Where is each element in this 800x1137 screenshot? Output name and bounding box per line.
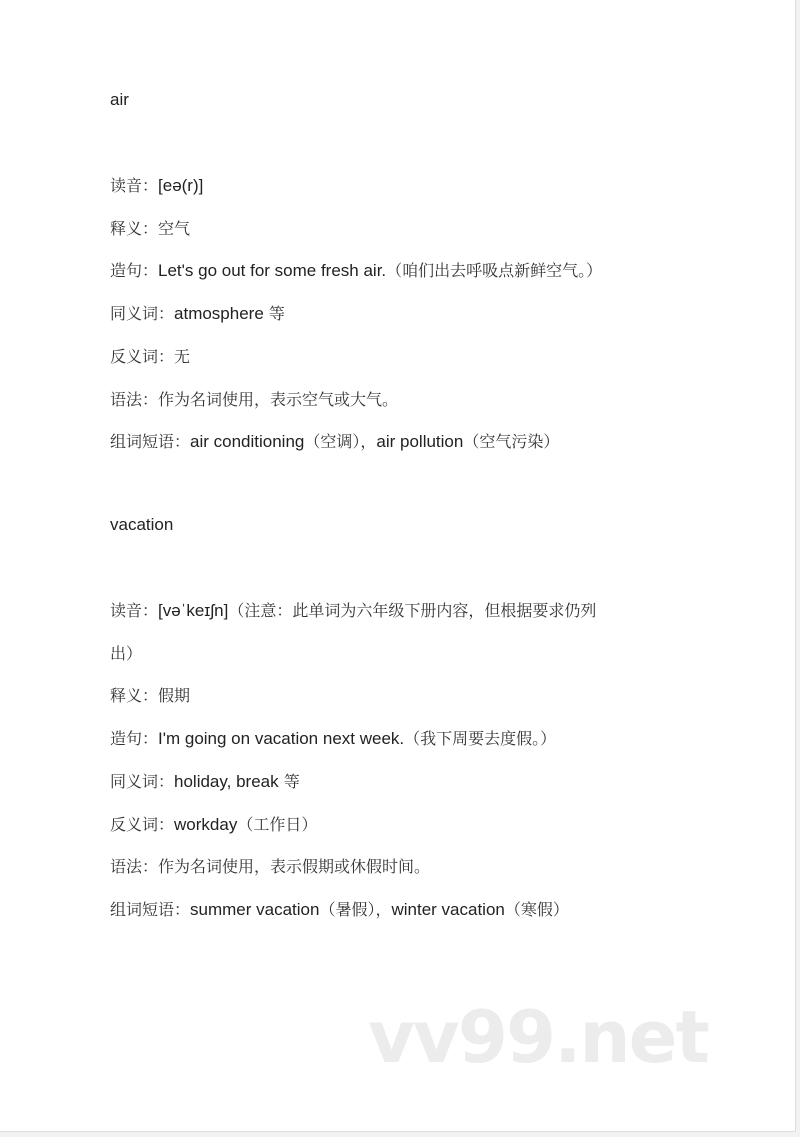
- line-label: 组词短语：: [110, 432, 191, 452]
- line-label: 同义词：: [110, 771, 175, 791]
- line-label: 反义词：: [110, 814, 175, 834]
- entry-line: [110, 431, 559, 453]
- line-text: workday: [174, 814, 238, 834]
- line-note: 出）: [110, 643, 143, 663]
- entry-line: [110, 260, 602, 282]
- line-text: [vəˈkeɪʃn]: [158, 601, 229, 620]
- line-label: 释义：: [110, 686, 159, 706]
- line-text2: winter vacation: [391, 899, 505, 919]
- line-label: 组词短语：: [110, 899, 191, 919]
- entry-line: [110, 643, 142, 665]
- line-label: 反义词：: [110, 346, 175, 366]
- line-text: I'm going on vacation next week.: [158, 729, 405, 749]
- line-label: 同义词：: [110, 304, 175, 324]
- line-label: 语法：: [110, 857, 159, 877]
- line-text: holiday, break: [174, 771, 279, 791]
- line-note: （注意：此单词为六年级下册内容，但根据要求仍列: [228, 601, 597, 620]
- line-text: air conditioning: [190, 432, 305, 452]
- line-note: （我下周要去度假。）: [404, 729, 557, 749]
- entry-word: vacation: [110, 515, 174, 534]
- line-label: 释义：: [110, 218, 159, 238]
- line-text2: air pollution: [376, 432, 464, 452]
- line-text: [eə(r)]: [158, 176, 204, 195]
- line-label: 造句：: [110, 261, 159, 281]
- line-note: 无: [174, 346, 191, 366]
- entry-word: air: [110, 90, 129, 109]
- line-note: 等: [263, 304, 285, 324]
- entry-line: [110, 600, 596, 622]
- entry-line: [110, 771, 300, 793]
- line-note2: （寒假）: [504, 899, 569, 919]
- line-note: （工作日）: [237, 814, 318, 834]
- line-note: 假期: [158, 686, 191, 706]
- line-label: 语法：: [110, 389, 159, 409]
- entry-line: [110, 218, 190, 240]
- entry-line: [110, 685, 190, 707]
- entry-line: [110, 346, 190, 368]
- line-text: summer vacation: [190, 899, 320, 919]
- line-note: （暑假），: [319, 899, 392, 919]
- line-note: 空气: [158, 218, 191, 238]
- entry-line: [110, 175, 203, 197]
- line-label: 读音：: [110, 601, 159, 620]
- line-note: 等: [278, 771, 300, 791]
- line-note2: （空气污染）: [463, 432, 560, 452]
- line-text: Let's go out for some fresh air.: [158, 261, 387, 281]
- line-note: （空调），: [304, 432, 377, 452]
- entry-line: [110, 899, 569, 921]
- entry-line: [110, 814, 317, 836]
- line-note: 作为名词使用，表示假期或休假时间。: [158, 857, 431, 877]
- line-label: 读音：: [110, 176, 159, 195]
- line-note: 作为名词使用，表示空气或大气。: [158, 389, 399, 409]
- entry-line: [110, 728, 556, 750]
- line-note: （咱们出去呼吸点新鲜空气。）: [386, 261, 603, 281]
- entry-line: [110, 856, 430, 878]
- watermark: vv99.net: [368, 995, 708, 1079]
- entry-line: [110, 303, 285, 325]
- line-label: 造句：: [110, 729, 159, 749]
- entry-line: [110, 389, 398, 411]
- line-text: atmosphere: [174, 304, 264, 324]
